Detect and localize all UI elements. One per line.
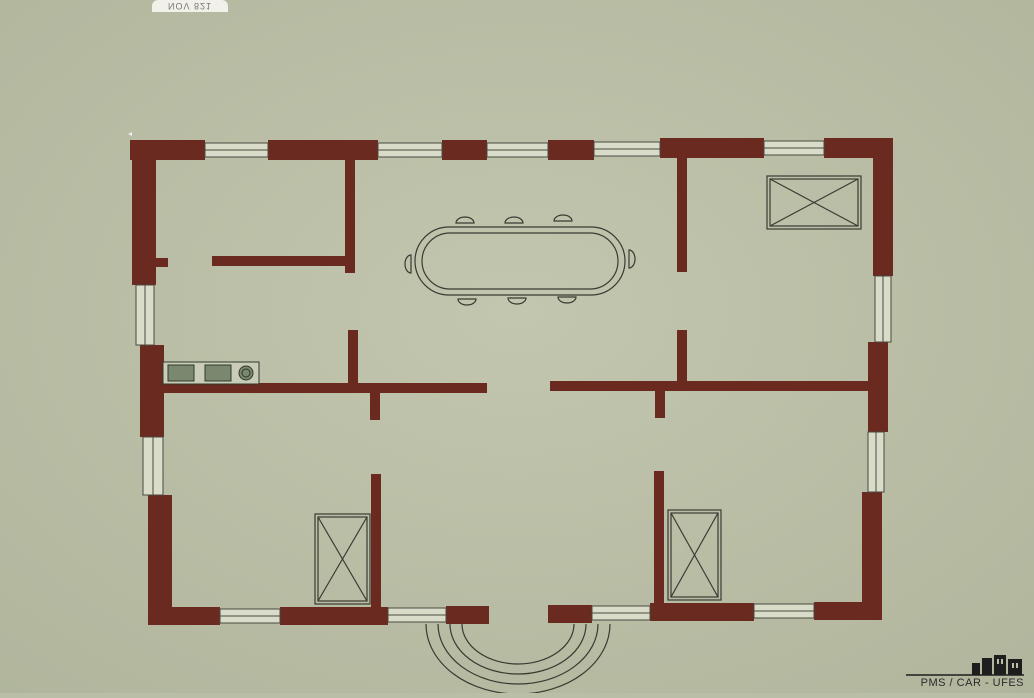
wall-right-2: [868, 342, 888, 432]
wall-top-3: [442, 140, 487, 160]
wall-int-v8: [654, 471, 664, 607]
wall-left-3: [148, 495, 172, 625]
wall-int-stub1: [156, 258, 168, 267]
burner-round: [239, 366, 253, 380]
credit-text: PMS / CAR - UFES: [920, 677, 1024, 689]
wall-int-v6: [677, 330, 687, 382]
wall-int-v7: [655, 388, 665, 418]
burner-1: [168, 365, 194, 381]
wall-int-v2: [348, 330, 358, 385]
wall-int-h3: [550, 381, 870, 391]
wall-int-v4: [371, 474, 381, 610]
stove-counter: [163, 362, 259, 384]
wall-bottom-4: [548, 605, 592, 623]
credit-watermark: [902, 649, 1028, 691]
wall-int-v3: [370, 390, 380, 420]
wall-int-v5: [677, 156, 687, 272]
wall-int-v1: [345, 158, 355, 273]
wall-right-1: [873, 138, 893, 276]
wall-bottom-6: [814, 602, 876, 620]
wall-top-4: [548, 140, 594, 160]
burner-2: [205, 365, 231, 381]
wall-int-h1: [212, 256, 352, 266]
archive-stamp: NOV 821: [152, 0, 228, 12]
wall-bottom-3: [446, 606, 489, 624]
wall-top-2: [268, 140, 378, 160]
wall-bottom-1: [150, 607, 220, 625]
wall-bottom-5: [650, 603, 754, 621]
wall-top-5: [660, 138, 764, 158]
wall-right-3: [862, 492, 882, 620]
wall-left-1: [132, 140, 156, 285]
